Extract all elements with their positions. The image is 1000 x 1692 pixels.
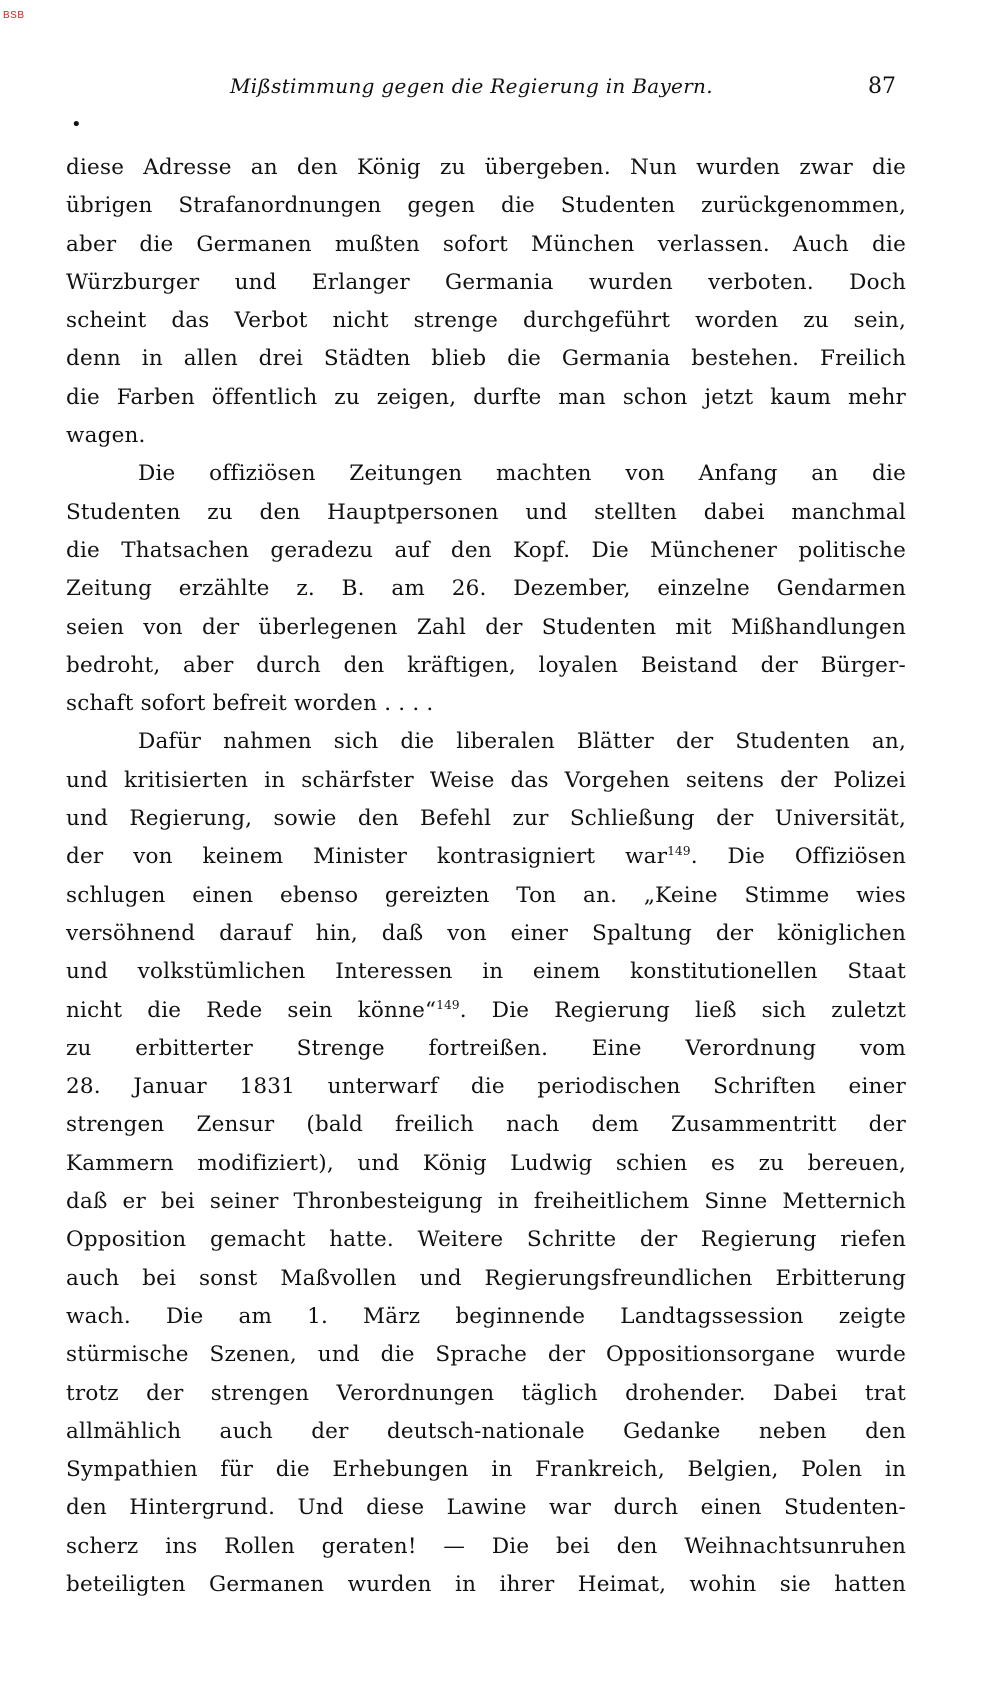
text-line [66, 340, 906, 378]
line-text: schaft sofort befreit worden . . . . [66, 691, 434, 717]
line-text: nicht die Rede sein könne“ [66, 997, 437, 1023]
text-line [66, 1566, 906, 1604]
line-text: stürmische Szenen, und die Sprache der Oppositionsorgane wurde [66, 1342, 906, 1368]
text-line [66, 187, 906, 225]
stray-mark: • [71, 114, 82, 135]
page-number: 87 [868, 74, 896, 99]
text-line [66, 1260, 906, 1298]
text-line [66, 149, 906, 187]
text-line [66, 992, 906, 1030]
text-line [66, 1030, 906, 1068]
line-text: und volkstümlichen Interessen in einem konstitutionellen Staat [66, 959, 906, 985]
line-text: versöhnend darauf hin, daß von einer Spaltung der königlichen [66, 920, 906, 946]
line-text: und kritisierten in schärfster Weise das Vorgehen seitens der Polizei [66, 767, 906, 793]
text-line [66, 494, 906, 532]
line-text: scherz ins Rollen geraten! — Die bei den Weihnachtsunruhen [66, 1533, 906, 1559]
line-text: übrigen Strafanordnungen gegen die Studenten zurückgenommen, [66, 193, 906, 219]
line-text: trotz der strengen Verordnungen täglich drohender. Dabei trat [66, 1380, 906, 1406]
line-text: Würzburger und Erlanger Germania wurden verboten. Doch [66, 269, 906, 295]
line-text: diese Adresse an den König zu übergeben. Nun wurden zwar die [66, 155, 906, 180]
text-line [66, 1145, 906, 1183]
text-line [66, 953, 906, 991]
footnote-reference: 149 [667, 844, 691, 859]
text-line [66, 1451, 906, 1489]
text-line [66, 1489, 906, 1527]
line-text: wagen. [66, 423, 146, 449]
text-line [66, 647, 906, 685]
text-line [66, 762, 906, 800]
text-line [66, 1068, 906, 1106]
line-text: Dafür nahmen sich die liberalen Blätter der Studenten an, [138, 729, 906, 755]
text-line [66, 226, 906, 264]
line-text: 28. Januar 1831 unterwarf die periodischen Schriften einer [66, 1074, 906, 1100]
line-text-continued: . Die Offiziösen [690, 844, 906, 870]
text-line [66, 1221, 906, 1259]
line-text: zu erbitterter Strenge fortreißen. Eine Verordnung vom [66, 1035, 906, 1061]
text-line [66, 532, 906, 570]
footnote-reference: 149 [436, 997, 460, 1012]
line-text: Zeitung erzählte z. B. am 26. Dezember, einzelne Gendarmen [66, 576, 906, 602]
line-text: Die offiziösen Zeitungen machten von Anfang an die [138, 461, 906, 487]
line-text: Sympathien für die Erhebungen in Frankreich, Belgien, Polen in [66, 1457, 906, 1483]
text-line [66, 685, 906, 723]
text-line [66, 1298, 906, 1336]
line-text: seien von der überlegenen Zahl der Studenten mit Mißhandlungen [66, 614, 906, 640]
line-text: denn in allen drei Städten blieb die Germania bestehen. Freilich [66, 346, 906, 372]
line-text: scheint das Verbot nicht strenge durchgeführt worden zu sein, [66, 308, 906, 334]
line-text: bedroht, aber durch den kräftigen, loyalen Beistand der Bürger- [66, 652, 906, 678]
line-text-continued: . Die Regierung ließ sich zuletzt [459, 997, 906, 1023]
line-text: strengen Zensur (bald freilich nach dem Zusammentritt der [66, 1112, 906, 1138]
text-line [66, 379, 906, 417]
text-line [66, 800, 906, 838]
line-text: schlugen einen ebenso gereizten Ton an. „Keine Stimme wies [66, 882, 906, 908]
line-text: Kammern modifiziert), und König Ludwig schien es zu bereuen, [66, 1150, 906, 1176]
line-text: Opposition gemacht hatte. Weitere Schritte der Regierung riefen [66, 1227, 906, 1253]
text-line [66, 723, 906, 761]
line-text: beteiligten Germanen wurden in ihrer Heimat, wohin sie hatten [66, 1571, 906, 1597]
line-text: auch bei sonst Maßvollen und Regierungsfreundlichen Erbitterung [66, 1265, 906, 1291]
text-line [66, 915, 906, 953]
text-line [66, 1336, 906, 1374]
library-watermark: BSB [3, 10, 25, 21]
text-line [66, 570, 906, 608]
text-line [66, 1106, 906, 1144]
text-line [66, 417, 906, 455]
line-text: die Farben öffentlich zu zeigen, durfte man schon jetzt kaum mehr [66, 384, 906, 410]
text-line [66, 1375, 906, 1413]
text-line [66, 455, 906, 493]
text-line [66, 877, 906, 915]
text-line [66, 838, 906, 876]
text-line [66, 609, 906, 647]
text-line [66, 1183, 906, 1221]
body-text [66, 149, 906, 1604]
text-line [66, 1528, 906, 1566]
line-text: den Hintergrund. Und diese Lawine war durch einen Studenten- [66, 1495, 906, 1521]
line-text: aber die Germanen mußten sofort München verlassen. Auch die [66, 231, 906, 257]
text-line [66, 1413, 906, 1451]
text-line [66, 302, 906, 340]
line-text: und Regierung, sowie den Befehl zur Schließung der Universität, [66, 806, 906, 832]
line-text: Studenten zu den Hauptpersonen und stellten dabei manchmal [66, 499, 906, 525]
line-text: wach. Die am 1. März beginnende Landtagssession zeigte [66, 1303, 906, 1329]
text-line [66, 264, 906, 302]
line-text: der von keinem Minister kontrasigniert war [66, 844, 668, 870]
line-text: die Thatsachen geradezu auf den Kopf. Die Münchener politische [66, 537, 906, 563]
running-title: Mißstimmung gegen die Regierung in Bayern. [230, 74, 713, 98]
line-text: allmählich auch der deutsch-nationale Gedanke neben den [66, 1418, 906, 1444]
line-text: daß er bei seiner Thronbesteigung in freiheitlichem Sinne Metternich [66, 1189, 906, 1215]
